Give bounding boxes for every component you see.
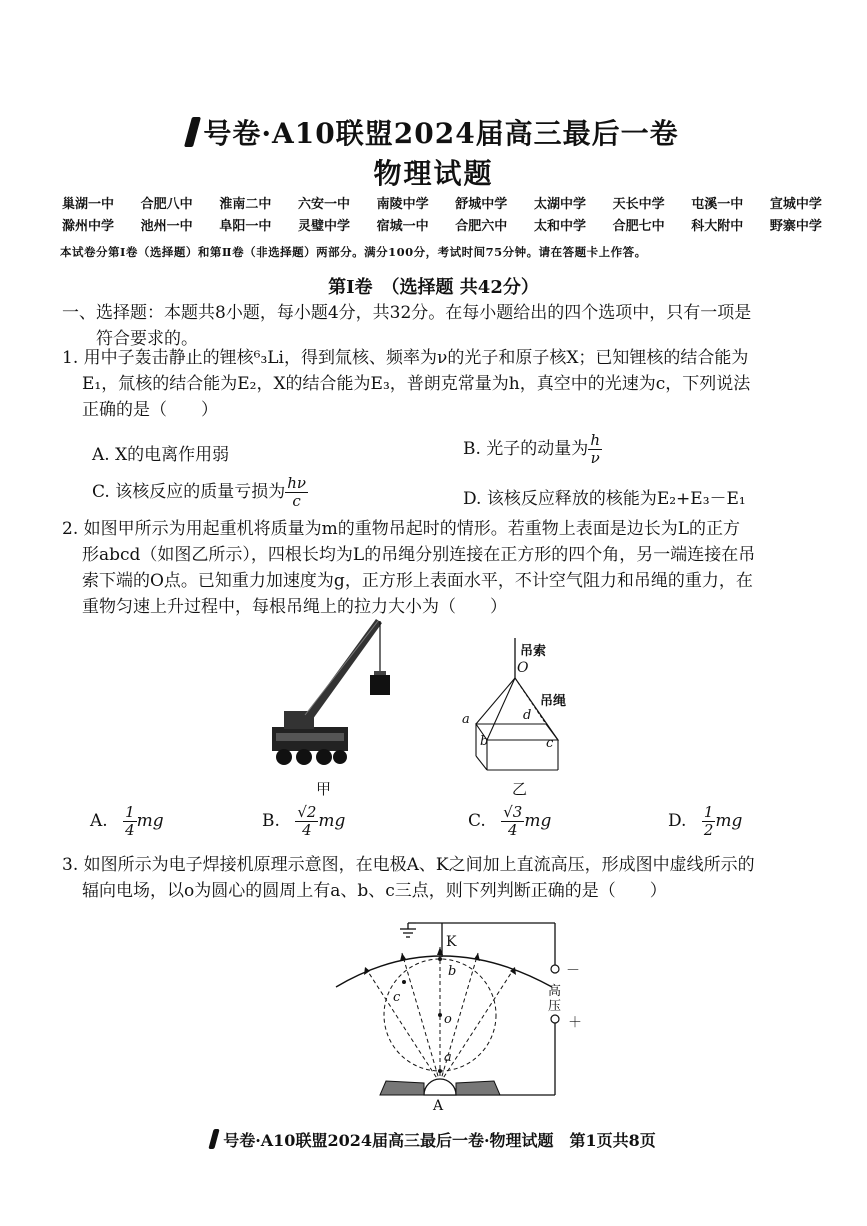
q1-option-a[interactable]: A. X的电离作用弱 [92, 445, 230, 465]
school-name: 屯溪一中 [691, 197, 744, 212]
school-name: 淮南二中 [219, 197, 272, 212]
label-b: b [448, 964, 457, 979]
label-rope: 吊绳 [540, 694, 567, 709]
figure-label-yi: 乙 [512, 780, 528, 798]
question-3-line: 辐向电场，以o为圆心的圆周上有a、b、c三点，则下列判断正确的是（ ） [82, 881, 667, 901]
q1-option-d[interactable]: D. 该核反应释放的核能为E₂+E₃－E₁ [463, 489, 746, 509]
label-minus: － [566, 963, 580, 979]
fraction: $\frac{√3}{4}$ [503, 803, 523, 839]
school-name: 野寨中学 [769, 219, 822, 234]
question-2-line: 索下端的O点。已知重力加速度为g，正方形上表面水平，不计空气阻力和吊绳的重力，在 [82, 571, 753, 591]
crane-boom [300, 619, 382, 723]
school-row-1 [62, 193, 822, 215]
logo-mark-icon [209, 1129, 220, 1149]
school-name: 巢湖一中 [62, 197, 115, 212]
q1-option-c[interactable]: C. 该核反应的质量亏损为 $\frac{h\nu}{c}$ [92, 474, 306, 510]
q2-option-b[interactable]: B. $\frac{√2}{4}$ mg [262, 803, 346, 839]
q2-option-d[interactable]: D. $\frac{1}{2}$ mg [668, 803, 743, 839]
question-3-line: 3. 如图所示为电子焊接机原理示意图，在电极A、K之间加上直流高压，形成图中虚线所示的 [62, 855, 755, 875]
point-b [438, 957, 442, 961]
school-name: 宣城中学 [769, 197, 822, 212]
label-o: o [444, 1012, 452, 1027]
section-title: 第Ⅰ卷 （选择题 共42分） [328, 277, 539, 298]
exam-title: 号卷·A10联盟2024届高三最后一卷 [0, 112, 867, 152]
question-2 [62, 516, 812, 620]
school-name: 灵璧中学 [297, 219, 350, 234]
school-name: 太湖中学 [533, 197, 586, 212]
label-c: c [393, 990, 401, 1005]
part-heading: 一、选择题：本题共8小题，每小题4分，共32分。在每小题给出的四个选项中，只有一项是 符合要求的。 [62, 303, 752, 349]
question-2-line: 形abcd（如图乙所示），四根长均为L的吊绳分别连接在正方形的四个角，另一端连接在吊 [82, 545, 756, 565]
question-2-line: 重物匀速上升过程中，每根吊绳上的拉力大小为（ ） [82, 597, 507, 617]
terminal-plus [551, 1015, 559, 1023]
subject-title: 物理试题 [373, 157, 494, 190]
question-3 [62, 852, 812, 904]
school-name: 六安一中 [297, 197, 350, 212]
school-name: 太和中学 [533, 219, 586, 234]
fraction: $\frac{1}{4}$ [125, 803, 135, 839]
fraction: $\frac{√2}{4}$ [297, 803, 317, 839]
center-point [438, 1013, 442, 1017]
anode-left-block [380, 1081, 424, 1095]
label-K: K [446, 934, 457, 950]
question-1 [62, 345, 812, 423]
school-name: 科大附中 [691, 219, 744, 234]
figure-label-jia: 甲 [316, 780, 332, 798]
school-name: 合肥六中 [455, 219, 508, 234]
school-name: 舒城中学 [455, 197, 508, 212]
point-a [438, 1069, 442, 1073]
point-c [402, 980, 406, 984]
exam-instructions: 本试卷分第Ⅰ卷（选择题）和第Ⅱ卷（非选择题）两部分。满分100分，考试时间75分钟。请在答题卡上作答。 [60, 245, 647, 259]
school-name: 滁州中学 [62, 219, 115, 234]
question-2-line: 2. 如图甲所示为用起重机将质量为m的重物吊起时的情形。若重物上表面是边长为L的正方 [62, 519, 741, 539]
label-corner-c: c [546, 736, 554, 751]
page-footer: 号卷·A10联盟2024届高三最后一卷·物理试题 第1页共8页 [0, 1128, 867, 1151]
fraction: $\frac{h}{\nu}$ [590, 431, 600, 467]
crane-figure [270, 615, 410, 775]
question-1-line: 正确的是（ ） [82, 400, 218, 420]
school-name: 阜阳一中 [219, 219, 272, 234]
label-corner-b: b [480, 734, 489, 749]
logo-mark-icon [184, 117, 201, 147]
label-lifting-cable: 吊索 [520, 644, 547, 659]
fraction: $\frac{1}{2}$ [703, 803, 714, 839]
anode [424, 1079, 456, 1095]
label-plus: ＋ [568, 1015, 582, 1031]
q2-option-a[interactable]: A. $\frac{1}{4}$ mg [90, 803, 164, 839]
school-name: 合肥七中 [612, 219, 665, 234]
school-row-2 [62, 215, 822, 237]
rope-b [487, 678, 515, 740]
school-list [62, 193, 822, 237]
label-corner-a: a [462, 712, 470, 727]
school-name: 宿城一中 [376, 219, 429, 234]
school-name: 南陵中学 [376, 197, 429, 212]
q1-option-b[interactable]: B. 光子的动量为 $\frac{h}{\nu}$ [463, 431, 600, 467]
rope-a [476, 678, 515, 724]
anode-right-block [456, 1081, 500, 1095]
school-name: 天长中学 [612, 197, 665, 212]
fraction: $\frac{h\nu}{c}$ [287, 474, 306, 510]
question-1-line: 1. 用中子轰击静止的锂核⁶₃Li，得到氚核、频率为ν的光子和原子核X；已知锂核的结合能为 [62, 348, 749, 368]
label-corner-d: d [523, 708, 532, 723]
label-a: a [444, 1050, 452, 1065]
label-A: A [433, 1098, 444, 1114]
school-name: 池州一中 [140, 219, 193, 234]
label-high-voltage: 高压 [548, 984, 562, 1014]
crane-load [370, 675, 390, 695]
school-name: 合肥八中 [140, 197, 193, 212]
crane-wheel [276, 749, 292, 765]
terminal-minus [551, 965, 559, 973]
label-point-O: O [517, 660, 529, 676]
q2-option-c[interactable]: C. $\frac{√3}{4}$ mg [468, 803, 552, 839]
question-1-line: E₁，氚核的结合能为E₂，X的结合能为E₃，普朗克常量为h，真空中的光速为c，下列说法 [82, 374, 751, 394]
